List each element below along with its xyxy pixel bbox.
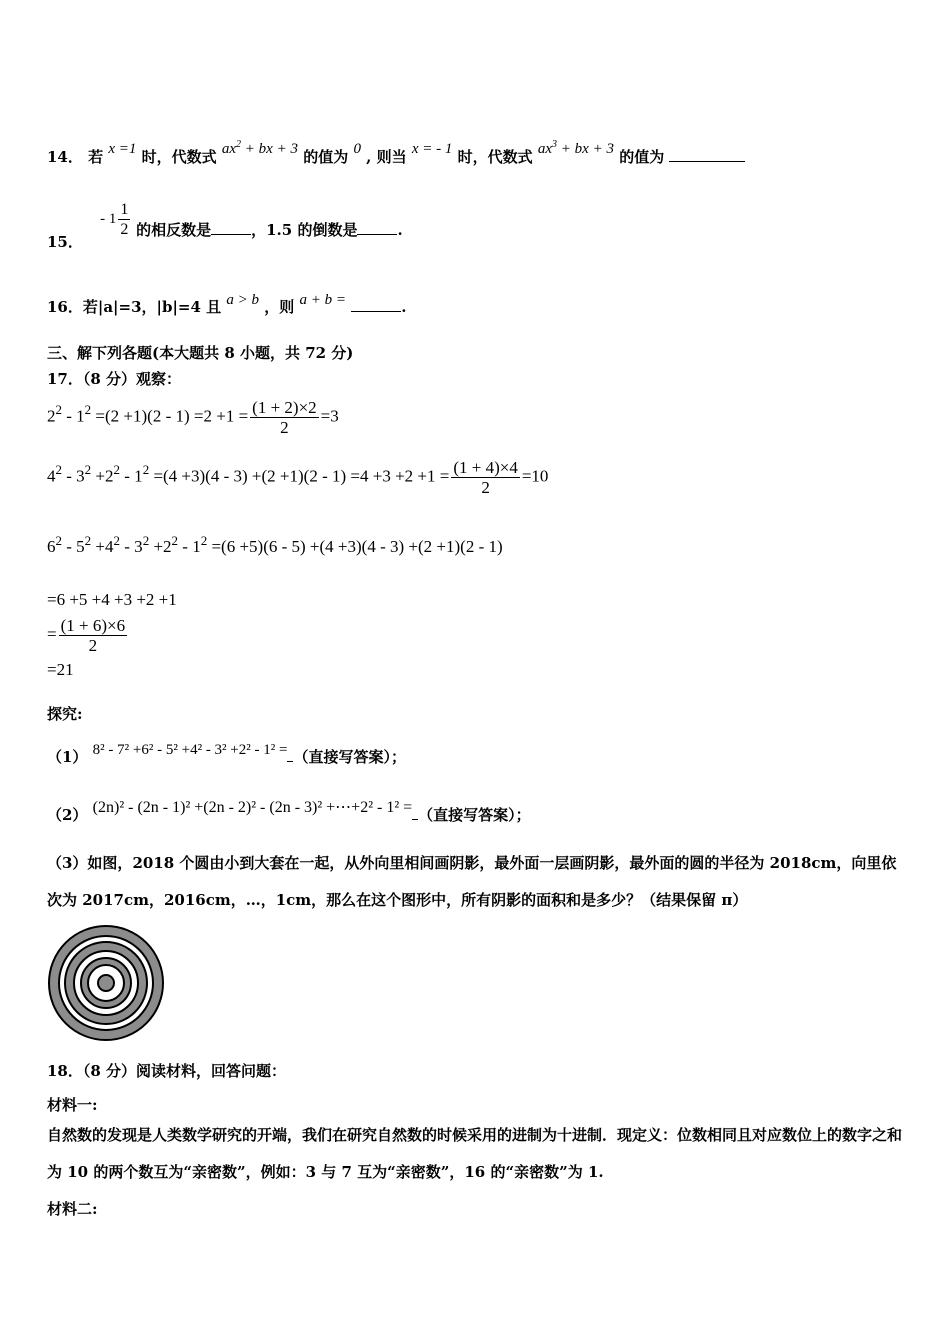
- q17-part-1-label: （1）: [47, 748, 88, 766]
- q14-text-5: 时，代数式: [457, 148, 533, 166]
- q17-equation-5: = $\frac{(1 + 6)\times 6}{2}$: [47, 616, 126, 655]
- q18-material-1-text: 自然数的发现是人类数学研究的开端，我们在研究自然数的时候采用的进制为十进制．现定义：位数相同且对应数位上的数字之和为 10 的两个数互为“亲密数”，例如：3 与 7 互为“亲密数”，16 的“亲密数”为 1.: [47, 1126, 903, 1181]
- q18-material-2-label: 材料二:: [47, 1200, 98, 1218]
- q14-text-1: 若: [88, 148, 104, 166]
- q15-text-3: .: [397, 220, 403, 239]
- q15-blank-1[interactable]: [211, 234, 251, 235]
- q14-zero: 0: [353, 141, 361, 157]
- q16-condition: a > b: [226, 292, 260, 308]
- q17-equation-6: =21: [47, 660, 74, 679]
- q17-part-2-label: （2）: [47, 806, 88, 824]
- q18-material-1-label: 材料一:: [47, 1096, 98, 1114]
- q15-text-2: ，1.5 的倒数是: [251, 220, 358, 239]
- center-disc: [98, 975, 114, 991]
- q14-condition-1: x =1: [108, 141, 137, 157]
- q17-part-2-tail: （直接写答案）；: [418, 806, 531, 824]
- question-15: [47, 200, 403, 251]
- q14-expression-2: $ax^3$ + bx + 3: [537, 139, 614, 157]
- q17-explore-label: 探究:: [47, 705, 83, 723]
- q17-part-1-tail: （直接写答案）；: [293, 748, 406, 766]
- q14-text-3: 的值为: [303, 148, 349, 166]
- q16-text-1: 若|a|=3，|b|=4 且: [82, 298, 222, 316]
- q14-text-2: 时，代数式: [141, 148, 217, 166]
- question-16: [47, 288, 407, 316]
- q17-equation-4: =6 +5 +4 +3 +2 +1: [47, 590, 177, 609]
- q14-answer-blank[interactable]: [669, 161, 745, 162]
- q16-answer-blank[interactable]: [351, 311, 401, 312]
- q15-blank-2[interactable]: [357, 234, 397, 235]
- q17-heading: 17．（8 分）观察：: [47, 370, 182, 388]
- section-3-heading: 三、解下列各题(本大题共 8 小题，共 72 分): [47, 344, 354, 362]
- q16-expression: a + b =: [299, 292, 346, 308]
- q17-part-2: [47, 796, 531, 824]
- q17-part-2-expression: (2n)² - (2n - 1)² +(2n - 2)² - (2n - 3)² +⋯+2² - 1² =: [92, 799, 413, 816]
- q17-equation-2: $4^2 - 3^2 +2^2 - 1^2 =(4 +3)(4 - 3) +(2 +1)(2 - 1) =4 +3 +2 +1$ = $\frac{(1 + 4)\times 4}{2}$ =10: [47, 458, 549, 497]
- q17-equation-1: $2^2 - 1^2 =(2 +1)(2 - 1) =2 +1$ = $\frac{(1 + 2)\times 2}{2}$ =3: [47, 398, 339, 437]
- q17-equation-3: $6^2 - 5^2 +4^2 - 3^2 +2^2 - 1^2 =(6 +5)(6 - 5) +(4 +3)(4 - 3) +(2 +1)(2 - 1)$: [47, 533, 503, 556]
- q16-text-2: ，则: [264, 298, 295, 316]
- q14-number: 14．: [47, 148, 83, 166]
- q14-expression-1: $ax^2$ + bx + 3: [221, 139, 298, 157]
- q14-text-6: 的值为: [619, 148, 665, 166]
- q14-text-4: , 则当: [366, 148, 407, 166]
- q17-part-1-expression: 8² - 7² +6² - 5² +4² - 3² +2² - 1² =: [92, 742, 288, 758]
- question-14: [47, 139, 745, 167]
- q17-part-1: [47, 738, 406, 766]
- concentric-circles-figure: [46, 923, 166, 1043]
- q15-mixed-number: - 1 $\frac{1}{2}$: [100, 201, 129, 238]
- q15-text-1: 的相反数是: [136, 220, 212, 239]
- q17-part-3: （3）如图，2018 个圆由小到大套在一起，从外向里相间画阴影，最外面一层画阴影，最外面的圆的半径为 2018cm，向里依次为 2017cm，2016cm，…，1cm，那么在这个图形中，所有阴影的面积和是多少？（结果保留 π）: [47, 854, 897, 909]
- q15-number: 15．: [47, 232, 83, 251]
- q16-number: 16．: [47, 298, 83, 316]
- q18-heading: 18．（8 分）阅读材料，回答问题：: [47, 1062, 287, 1080]
- q14-condition-2: x = - 1: [411, 141, 453, 157]
- q16-text-3: .: [401, 298, 407, 316]
